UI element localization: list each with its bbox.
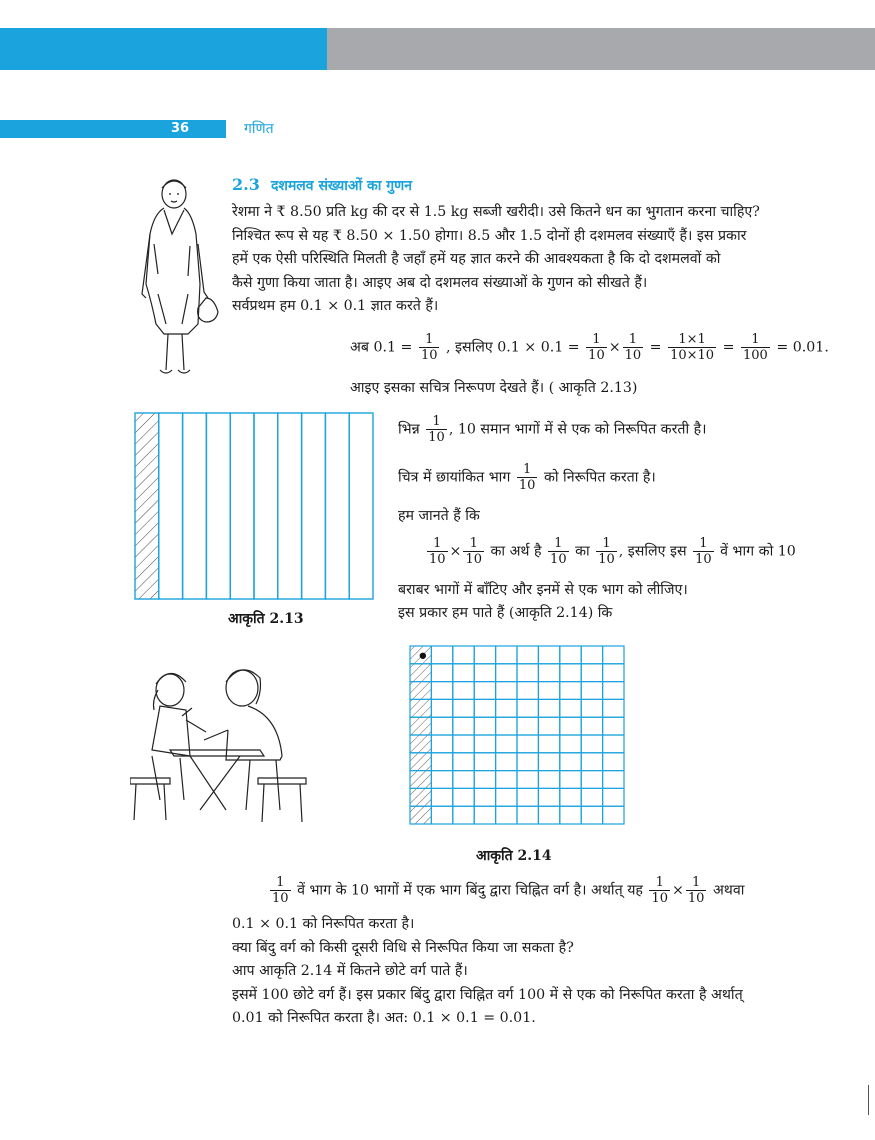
- grid-cell: [431, 646, 452, 664]
- fig213-text-line5: बराबर भागों में बाँटिए और इनमें से एक भाग को लीजिए।: [398, 582, 688, 598]
- grid-cell: [496, 735, 517, 753]
- grid-cell: [496, 806, 517, 824]
- shaded-strip: [135, 413, 159, 599]
- strip: [278, 413, 302, 599]
- fraction-one-tenth: $\frac{1}{10}$: [272, 875, 289, 906]
- grid-cell: [474, 771, 495, 789]
- grid-cell: [538, 664, 559, 682]
- grid-cell: [517, 682, 538, 700]
- grid-cell: [603, 646, 624, 664]
- grid-cell: [603, 699, 624, 717]
- grid-cell: [496, 771, 517, 789]
- header-accent-bar: [0, 28, 327, 70]
- subject-title: गणित: [244, 121, 274, 137]
- grid-cell: [603, 753, 624, 771]
- intro-paragraph: [232, 201, 797, 319]
- grid-cell: [560, 771, 581, 789]
- grid-cell: [538, 646, 559, 664]
- grid-cell: [538, 682, 559, 700]
- fraction-one-tenth: $\frac{1}{10}$: [429, 536, 446, 567]
- fraction-one-tenth: $\frac{1}{10}$: [687, 875, 705, 906]
- fraction-one-tenth: $\frac{1}{10}$: [428, 414, 445, 445]
- shaded-cell: [410, 717, 431, 735]
- grid-cell: [431, 717, 452, 735]
- pictorial-line: आइए इसका सचित्र निरूपण देखते हैं। ( आकृति 2.13): [350, 380, 638, 396]
- grid-cell: [517, 735, 538, 753]
- conclusion-line: इसमें 100 छोटे वर्ग हैं। इस प्रकार बिंदु द्वारा चिह्नित वर्ग 100 में से एक को निरूपित करता है अर्थात्: [232, 986, 743, 1003]
- figure-2-13: [134, 411, 378, 601]
- fraction-one-tenth: $\frac{1}{10}$: [651, 875, 669, 906]
- intro-line: कैसे गुणा किया जाता है। आइए अब दो दशमलव संख्याओं के गुणन को सीखते हैं।: [232, 274, 648, 291]
- grid-cell: [538, 771, 559, 789]
- grid-cell: [474, 753, 495, 771]
- intro-line: रेशमा ने ₹ 8.50 प्रति kg की दर से 1.5 kg सब्जी खरीदी। उसे कितने धन का भुगतान करना चाहिए?: [232, 204, 760, 220]
- conclusion-line: क्या बिंदु वर्ग को किसी दूसरी विधि से निरूपित किया जा सकता है?: [232, 939, 574, 956]
- grid-cell: [603, 771, 624, 789]
- grid-cell: [538, 806, 559, 824]
- fraction-one-tenth: $\frac{1}{10}$: [624, 332, 642, 363]
- grid-cell: [517, 788, 538, 806]
- shaded-cell: [410, 699, 431, 717]
- shaded-cell: [410, 806, 431, 824]
- page-edge-mark: [868, 1085, 869, 1115]
- figure-2-14: [408, 644, 628, 828]
- grid-cell: [431, 664, 452, 682]
- grid-cell: [581, 646, 602, 664]
- eq-prefix: अब 0.1 =: [350, 339, 413, 356]
- grid-cell: [560, 699, 581, 717]
- grid-cell: [474, 682, 495, 700]
- fraction-one-tenth: $\frac{1}{10}$: [588, 332, 605, 363]
- conclusion-paragraph: [232, 913, 797, 1031]
- intro-line: निश्चित रूप से यह ₹ 8.50 × 1.50 होगा। 8.5 और 1.5 दोनों ही दशमलव संख्याएँ हैं। इस प्रकार: [232, 227, 747, 244]
- grid-cell: [538, 735, 559, 753]
- grid-cell: [538, 699, 559, 717]
- grid-cell: [603, 717, 624, 735]
- grid-cell: [474, 717, 495, 735]
- grid-cell: [496, 646, 517, 664]
- grid-cell: [538, 788, 559, 806]
- fraction-product: $\frac{1\times 1}{10\times 10}$: [670, 332, 715, 363]
- grid-cell: [496, 682, 517, 700]
- intro-line: हमें एक ऐसी परिस्थिति मिलती है जहाँ हमें यह ज्ञात करने की आवश्यकता है कि दो दशमलवों को: [232, 251, 721, 267]
- strip: [254, 413, 278, 599]
- grid-cell: [453, 717, 474, 735]
- grid-cell: [581, 699, 602, 717]
- grid-cell: [560, 717, 581, 735]
- grid-cell: [453, 664, 474, 682]
- fraction-one-tenth: $\frac{1}{10}$: [420, 332, 438, 363]
- grid-cell: [453, 806, 474, 824]
- section-number: 2.3: [232, 175, 260, 194]
- page-number: 36: [170, 121, 190, 136]
- fraction-one-tenth: $\frac{1}{10}$: [550, 536, 567, 567]
- grid-cell: [431, 771, 452, 789]
- equation-line: [350, 332, 829, 363]
- children-at-table-illustration: [130, 660, 310, 830]
- grid-cell: [560, 753, 581, 771]
- shaded-cell: [410, 788, 431, 806]
- grid-cell: [453, 753, 474, 771]
- grid-cell: [453, 646, 474, 664]
- grid-cell: [581, 664, 602, 682]
- grid-cell: [517, 806, 538, 824]
- grid-cell: [496, 788, 517, 806]
- grid-cell: [496, 664, 517, 682]
- grid-cell: [560, 735, 581, 753]
- grid-cell: [474, 664, 495, 682]
- eq-equals: =: [722, 339, 735, 356]
- grid-cell: [560, 788, 581, 806]
- grid-cell: [431, 735, 452, 753]
- grid-cell: [517, 717, 538, 735]
- intro-line: सर्वप्रथम हम 0.1 × 0.1 ज्ञात करते हैं।: [232, 298, 439, 314]
- grid-cell: [453, 699, 474, 717]
- fraction-one-tenth: $\frac{1}{10}$: [598, 536, 615, 567]
- conclusion-line1: $\frac{1}{10}$ वें भाग के 10 भागों में एक भाग बिंदु द्वारा चिह्नित वर्ग है। अर्थात् यह $\frac{1}{10}$ × $\frac{1}{10}$ अथवा: [272, 875, 745, 906]
- grid-cell: [517, 646, 538, 664]
- grid-cell: [603, 664, 624, 682]
- grid-cell: [496, 717, 517, 735]
- grid-cell: [560, 682, 581, 700]
- shaded-cell: [410, 682, 431, 700]
- eq-equals: =: [649, 339, 662, 356]
- eq-times: ×: [608, 339, 621, 356]
- fig213-text-line2: चित्र में छायांकित भाग $\frac{1}{10}$ को निरूपित करता है।: [398, 462, 656, 493]
- shaded-cell: [410, 771, 431, 789]
- strip: [183, 413, 207, 599]
- grid-cell: [603, 682, 624, 700]
- girl-with-bag-illustration: [134, 174, 230, 386]
- grid-cell: [474, 735, 495, 753]
- section-title: दशमलव संख्याओं का गुणन: [270, 178, 413, 194]
- fraction-one-tenth: $\frac{1}{10}$: [695, 536, 712, 567]
- grid-cell: [560, 806, 581, 824]
- grid-cell: [453, 771, 474, 789]
- strip: [206, 413, 230, 599]
- grid-cell: [431, 682, 452, 700]
- eq-mid: , इसलिए 0.1 × 0.1 =: [446, 339, 580, 356]
- shaded-cell: [410, 753, 431, 771]
- grid-cell: [474, 699, 495, 717]
- strip: [230, 413, 254, 599]
- grid-cell: [453, 735, 474, 753]
- grid-cell: [453, 682, 474, 700]
- grid-cell: [560, 646, 581, 664]
- grid-cell: [431, 788, 452, 806]
- conclusion-line: 0.1 × 0.1 को निरूपित करता है।: [232, 916, 415, 932]
- grid-cell: [431, 699, 452, 717]
- strip: [325, 413, 349, 599]
- fig213-text-line1: भिन्न $\frac{1}{10}$ , 10 समान भागों में से एक को निरूपित करती है।: [398, 414, 707, 445]
- strip: [302, 413, 326, 599]
- grid-cell: [496, 753, 517, 771]
- dot-marker: [420, 653, 426, 659]
- grid-cell: [560, 664, 581, 682]
- grid-cell: [431, 753, 452, 771]
- section-heading: [232, 175, 412, 195]
- figure-2-13-caption: आकृति 2.13: [228, 611, 304, 627]
- fraction-one-tenth: $\frac{1}{10}$: [465, 536, 482, 567]
- grid-cell: [474, 646, 495, 664]
- grid-cell: [538, 753, 559, 771]
- grid-cell: [581, 682, 602, 700]
- grid-cell: [431, 806, 452, 824]
- shaded-cell: [410, 735, 431, 753]
- grid-cell: [603, 788, 624, 806]
- fig213-text-line3: हम जानते हैं कि: [398, 508, 480, 524]
- grid-cell: [517, 699, 538, 717]
- grid-cell: [517, 771, 538, 789]
- grid-cell: [603, 735, 624, 753]
- grid-cell: [581, 771, 602, 789]
- fig213-text-line4: $\frac{1}{10}$ × $\frac{1}{10}$ का अर्थ है $\frac{1}{10}$ का $\frac{1}{10}$ , इसलिए इस $\frac{1}{10}$ वें भाग को 10: [429, 536, 796, 567]
- grid-cell: [517, 664, 538, 682]
- conclusion-line: 0.01 को निरूपित करता है। अत: 0.1 × 0.1 = 0.01.: [232, 1010, 536, 1026]
- grid-cell: [474, 788, 495, 806]
- eq-result: = 0.01.: [776, 339, 829, 356]
- grid-cell: [581, 735, 602, 753]
- grid-cell: [496, 699, 517, 717]
- grid-cell: [538, 717, 559, 735]
- shaded-cell: [410, 664, 431, 682]
- fig213-text-line6: इस प्रकार हम पाते हैं (आकृति 2.14) कि: [398, 605, 613, 621]
- grid-cell: [603, 806, 624, 824]
- conclusion-line: आप आकृति 2.14 में कितने छोटे वर्ग पाते हैं।: [232, 963, 468, 979]
- grid-cell: [581, 806, 602, 824]
- grid-cell: [581, 788, 602, 806]
- grid-cell: [581, 717, 602, 735]
- grid-cell: [517, 753, 538, 771]
- grid-cell: [581, 753, 602, 771]
- grid-cell: [474, 806, 495, 824]
- strip: [349, 413, 373, 599]
- fraction-one-hundredth: $\frac{1}{100}$: [742, 332, 768, 363]
- fraction-one-tenth: $\frac{1}{10}$: [518, 462, 536, 493]
- header-gray-bar: [327, 28, 875, 70]
- grid-cell: [453, 788, 474, 806]
- figure-2-14-caption: आकृति 2.14: [476, 848, 552, 864]
- strip: [159, 413, 183, 599]
